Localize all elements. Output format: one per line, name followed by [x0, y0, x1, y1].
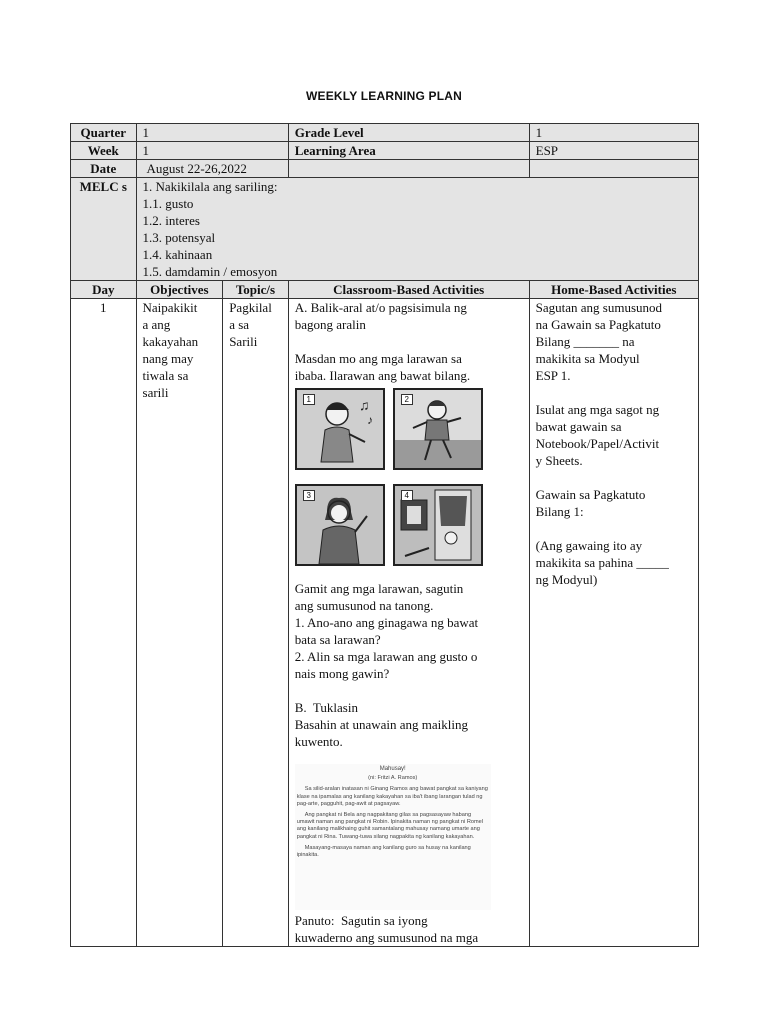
quarter-value: 1	[136, 124, 288, 142]
topic-text: Pagkilal a sa Sarili	[223, 299, 289, 947]
image-child-drawing	[393, 484, 483, 566]
classroom-activity-b: Gamit ang mga larawan, sagutin ang sumusunod na tanong. 1. Ano-ano ang ginagawa ng bawat bata sa larawan? 2. Alin sa mga larawan ang gusto o nais mong gawin? B. Tuklasin Basahin at unawain ang maikling kuwento.	[294, 581, 479, 749]
learning-area-label: Learning Area	[288, 142, 529, 160]
day-value: 1	[71, 299, 137, 947]
date-row	[71, 160, 699, 178]
image-number: 2	[401, 394, 413, 405]
week-row	[71, 142, 699, 160]
melc-item: 1.5. damdamin / emosyon	[142, 264, 278, 279]
date-label: Date	[71, 160, 137, 178]
story-paragraph: Masayang-masaya naman ang kanilang guro sa husay na kanilang ipinakita.	[296, 844, 471, 859]
melc-item: 1. Nakikilala ang sariling:	[142, 179, 278, 194]
melc-item: 1.1. gusto	[142, 196, 194, 211]
date-value: August 22-26,2022	[136, 160, 288, 178]
image-girl-acting	[295, 484, 385, 566]
image-number: 3	[303, 490, 315, 501]
story-author: (ni: Fritzi A. Ramos)	[368, 775, 418, 782]
melc-item: 1.2. interes	[142, 213, 200, 228]
document-title: WEEKLY LEARNING PLAN	[305, 89, 462, 103]
day-1-row	[71, 299, 699, 947]
melc-item: 1.3. potensyal	[142, 230, 216, 245]
melcs-list	[136, 178, 698, 281]
classroom-activity-a: A. Balik-aral at/o pagsisimula ng bagong aralin Masdan mo ang mga larawan sa ibaba. Ilarawan ang bawat bilang.	[294, 300, 471, 383]
melcs-row	[71, 178, 699, 281]
header-topics: Topic/s	[223, 281, 289, 299]
date-empty-cell-2	[529, 160, 698, 178]
grade-level-label: Grade Level	[288, 124, 529, 142]
header-day: Day	[71, 281, 137, 299]
image-number: 1	[303, 394, 315, 405]
column-header-row	[71, 281, 699, 299]
classroom-activity-c: Panuto: Sagutin sa iyong kuwaderno ang sumusunod na mga	[294, 913, 479, 945]
story-paragraph: Ang pangkat ni Bela ang nagpakitang gilas sa pagsasayaw habang umawit naman ang pangkat ni Robin. Ipinakita naman ng pangkat ni Romel ang kanilang malikhaing guhit samantalang mahusay namang umarte ang pangkat ni Rina. Tuwang-tuwa silang nagpakita ng kanilang kakayahan.	[296, 812, 483, 840]
header-classroom-activities: Classroom-Based Activities	[288, 281, 529, 299]
header-home-activities: Home-Based Activities	[529, 281, 698, 299]
image-boy-dancing	[393, 388, 483, 470]
image-number: 4	[401, 490, 413, 501]
week-value: 1	[136, 142, 288, 160]
svg-text:♫: ♫	[358, 399, 370, 414]
header-objectives: Objectives	[136, 281, 223, 299]
story-paragraph: Sa silid-aralan inatasan ni Ginang Ramos ang bawat pangkat sa kaniyang klase na ipamalas ang kanilang kakayahan sa iba't ibang larangan tulad ng pag-arte, pagguhit, pag-awit at pagsayaw.	[296, 786, 488, 807]
story-title: Mahusay!	[379, 766, 406, 772]
story-excerpt-image	[295, 764, 491, 910]
grade-level-value: 1	[529, 124, 698, 142]
classroom-activities-cell	[288, 299, 529, 947]
week-label: Week	[71, 142, 137, 160]
quarter-label: Quarter	[71, 124, 137, 142]
melcs-label: MELC s	[71, 178, 137, 281]
melc-item: 1.4. kahinaan	[142, 247, 213, 262]
objectives-text: Naipakikit a ang kakayahan nang may tiwala sa sarili	[136, 299, 223, 947]
learning-area-value: ESP	[529, 142, 698, 160]
image-girl-singing	[295, 388, 385, 470]
quarter-row	[71, 124, 699, 142]
home-activities-text: Sagutan ang sumusunod na Gawain sa Pagkatuto Bilang _______ na makikita sa Modyul ESP 1. Isulat ang mga sagot ng bawat gawain sa Notebook/Papel/Activit y Sheets. Gawain sa Pagkatuto Bilang 1: (Ang gawaing ito ay makikita sa pahina _____ ng Modyul)	[529, 299, 698, 947]
activity-image-grid	[295, 388, 485, 566]
date-empty-cell	[288, 160, 529, 178]
weekly-plan-table	[70, 123, 699, 947]
svg-text:♪: ♪	[366, 413, 373, 427]
